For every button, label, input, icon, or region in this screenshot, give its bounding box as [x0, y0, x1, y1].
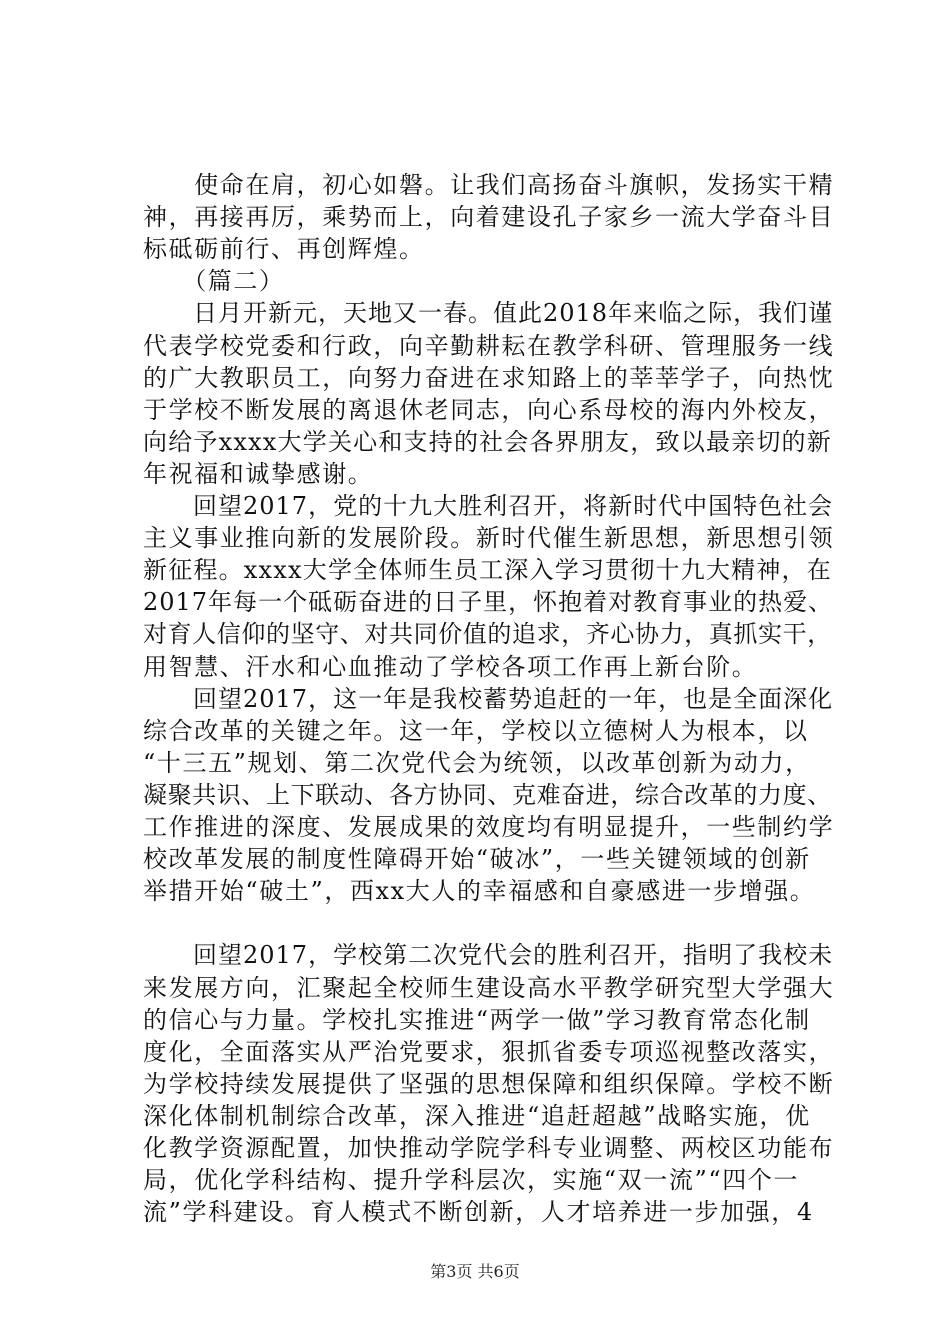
page-footer: 第3页 共6页 [430, 1262, 520, 1281]
text-line: 回望2017，学校第二次党代会的胜利召开，指明了我校未 [143, 941, 834, 969]
text-line: 深化体制机制综合改革，深入推进“追赶超越”战略实施，优 [143, 1102, 811, 1130]
text-line: 用智慧、汗水和心血推动了学校各项工作再上新台阶。 [143, 653, 758, 681]
text-line: 综合改革的关键之年。这一年，学校以立德树人为根本，以 [143, 717, 809, 745]
text-line: （篇二） [143, 267, 285, 295]
text-line: 向给予xxxx大学关心和支持的社会各界朋友，致以最亲切的新 [143, 428, 832, 456]
text-line: 年祝福和诚挚感谢。 [143, 460, 374, 488]
text-line: 凝聚共识、上下联动、各方协同、克难奋进，综合改革的力度、 [143, 781, 832, 809]
text-line: 化教学资源配置，加快推动学院学科专业调整、两校区功能布 [143, 1134, 835, 1162]
text-line: 来发展方向，汇聚起全校师生建设高水平教学研究型大学强大 [143, 974, 835, 1002]
text-line: 校改革发展的制度性障碍开始“破冰”，一些关键领域的创新 [143, 845, 811, 873]
text-line: 神，再接再厉，乘势而上，向着建设孔子家乡一流大学奋斗目 [143, 203, 835, 231]
text-line: 为学校持续发展提供了坚强的思想保障和组织保障。学校不断 [143, 1070, 835, 1098]
text-line: 局，优化学科结构、提升学科层次，实施“双一流”“四个一 [143, 1166, 800, 1194]
text-line: 回望2017，这一年是我校蓄势追赶的一年，也是全面深化 [143, 685, 834, 713]
text-line: 的信心与力量。学校扎实推进“两学一做”学习教育常态化制 [143, 1006, 811, 1034]
text-line: 日月开新元，天地又一春。值此2018年来临之际，我们谨 [143, 299, 834, 327]
text-line: 流”学科建设。育人模式不断创新，人才培养进一步加强，4 [143, 1198, 814, 1226]
text-line: 于学校不断发展的离退休老同志，向心系母校的海内外校友， [143, 396, 835, 424]
text-line: 2017年每一个砥砺奋进的日子里，怀抱着对教育事业的热爱、 [143, 588, 834, 616]
text-line: 工作推进的深度、发展成果的效度均有明显提升，一些制约学 [143, 813, 835, 841]
text-line: 新征程。xxxx大学全体师生员工深入学习贯彻十九大精神，在 [143, 556, 832, 584]
text-line: 回望2017，党的十九大胜利召开，将新时代中国特色社会 [143, 492, 834, 520]
text-line: 度化，全面落实从严治党要求，狠抓省委专项巡视整改落实， [143, 1038, 835, 1066]
text-line: 使命在肩，初心如磐。让我们高扬奋斗旗帜，发扬实干精 [143, 171, 835, 199]
text-line: 标砥砺前行、再创辉煌。 [143, 235, 425, 263]
text-line: 的广大教职员工，向努力奋进在求知路上的莘莘学子，向热忱 [143, 364, 835, 392]
text-line: 主义事业推向新的发展阶段。新时代催生新思想，新思想引领 [143, 524, 835, 552]
text-line [143, 907, 835, 939]
text-line: “十三五”规划、第二次党代会为统领，以改革创新为动力， [143, 749, 811, 777]
text-line: 代表学校党委和行政，向辛勤耕耘在教学科研、管理服务一线 [143, 332, 835, 360]
text-line: 举措开始“破土”，西xx大人的幸福感和自豪感进一步增强。 [143, 877, 816, 905]
text-line: 对育人信仰的坚守、对共同价值的追求，齐心协力，真抓实干， [143, 620, 832, 648]
